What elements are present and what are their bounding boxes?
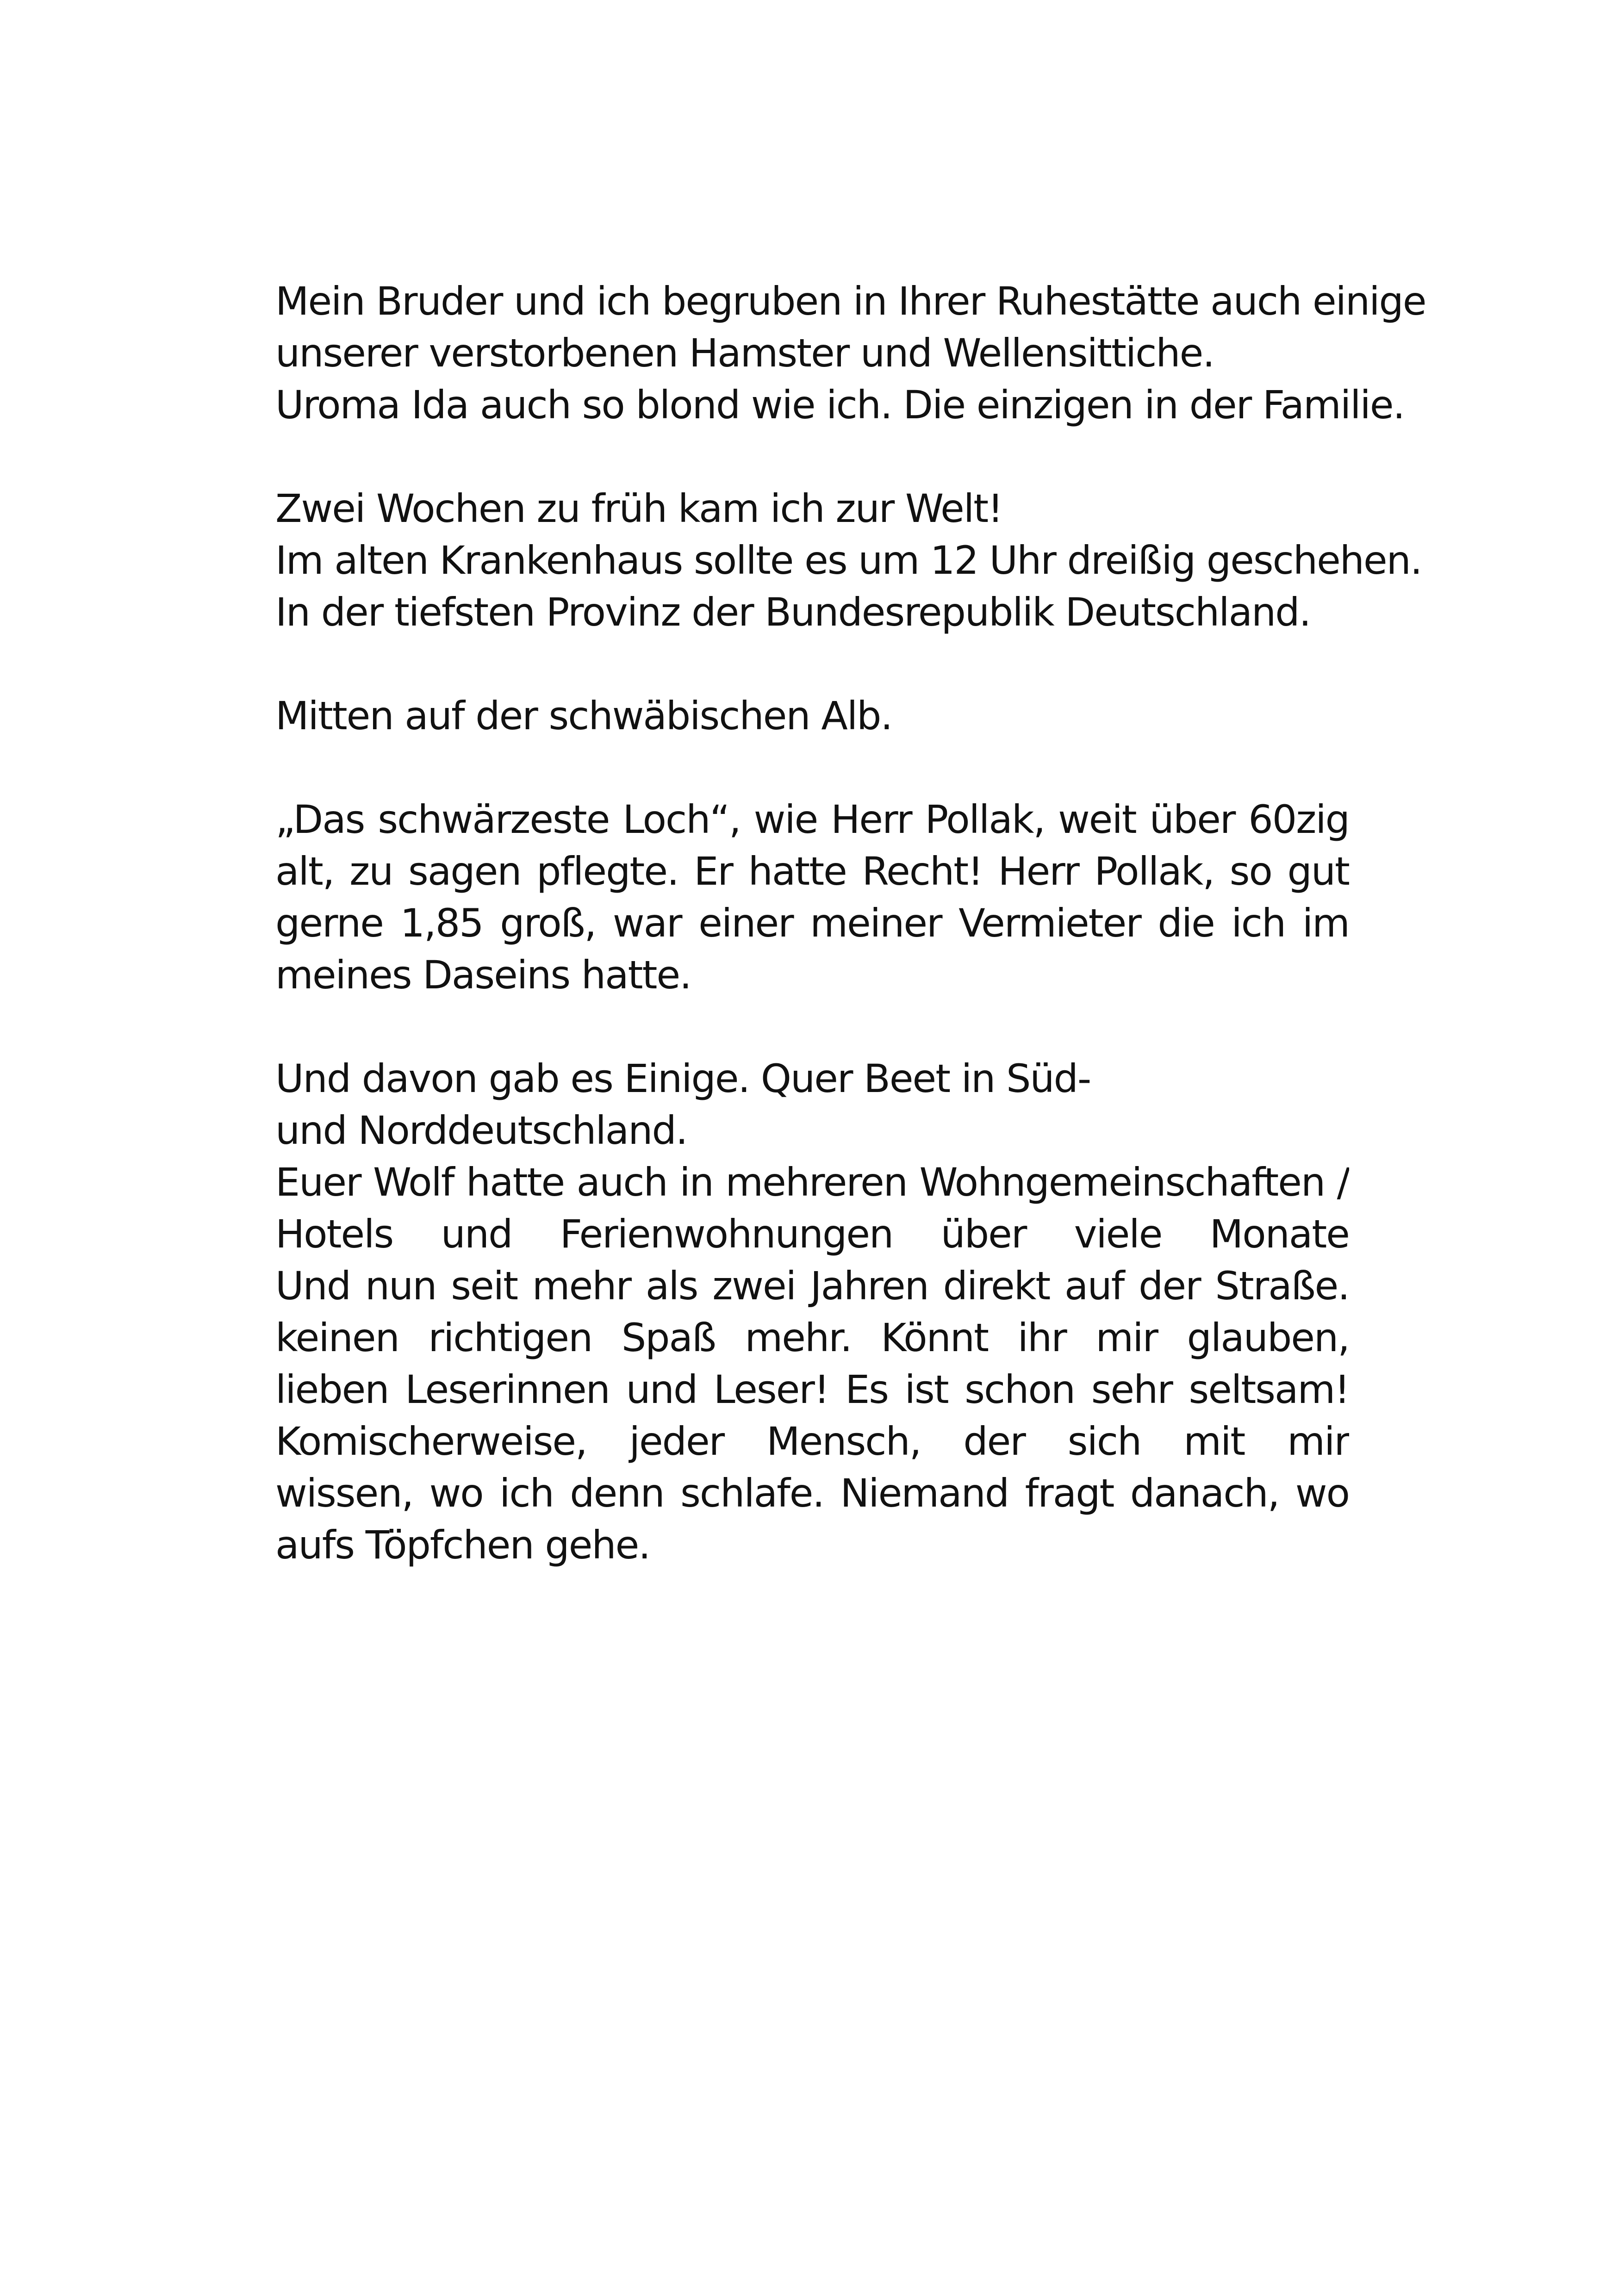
paragraph-1: [275, 275, 1426, 431]
text-line: Und davon gab es Einige. Quer Beet in Süd-: [275, 1056, 1091, 1101]
paragraph-spacer: [275, 1001, 1349, 1053]
text-line: Und nun seit mehr als zwei Jahren direkt auf der Straße.: [275, 1263, 1349, 1309]
text-line: Uroma Ida auch so blond wie ich. Die einzigen in der Familie.: [275, 382, 1405, 428]
paragraph-spacer: [275, 742, 1349, 794]
text-line: Zwei Wochen zu früh kam ich zur Welt!: [275, 486, 1002, 531]
text-line: meines Daseins hatte.: [275, 952, 691, 998]
paragraph-3: [275, 690, 1349, 742]
paragraph-4: [275, 794, 1349, 1001]
paragraph-spacer: [275, 638, 1349, 690]
text-line: Komischerweise, jeder Mensch, der sich mit mir: [275, 1419, 1349, 1464]
text-line: lieben Leserinnen und Leser! Es ist schon sehr seltsam!: [275, 1367, 1349, 1412]
body-text: [275, 275, 1426, 1571]
text-line: gerne 1,85 groß, war einer meiner Vermieter die ich im: [275, 900, 1349, 946]
text-line: Euer Wolf hatte auch in mehreren Wohngemeinschaften /: [275, 1160, 1349, 1205]
text-line: In der tiefsten Provinz der Bundesrepublik Deutschland.: [275, 590, 1311, 635]
text-line: Mein Bruder und ich begruben in Ihrer Ruhestätte auch einige: [275, 279, 1426, 324]
paragraph-spacer: [275, 431, 1349, 483]
text-line: alt, zu sagen pflegte. Er hatte Recht! Herr Pollak, so gut: [275, 849, 1349, 894]
paragraph-5: [275, 1053, 1349, 1571]
text-line: wissen, wo ich denn schlafe. Niemand fragt danach, wo: [275, 1471, 1349, 1516]
text-line: „Das schwärzeste Loch“, wie Herr Pollak, weit über 60zig: [275, 797, 1349, 842]
text-line: Im alten Krankenhaus sollte es um 12 Uhr dreißig geschehen.: [275, 538, 1422, 583]
text-line: Hotels und Ferienwohnungen über viele Monate: [275, 1211, 1349, 1257]
text-line: keinen richtigen Spaß mehr. Könnt ihr mir glauben,: [275, 1315, 1349, 1360]
text-line: und Norddeutschland.: [275, 1108, 687, 1153]
text-line: aufs Töpfchen gehe.: [275, 1522, 650, 1568]
text-line: Mitten auf der schwäbischen Alb.: [275, 693, 892, 738]
paragraph-2: [275, 483, 1422, 638]
text-line: unserer verstorbenen Hamster und Wellensittiche.: [275, 330, 1214, 376]
